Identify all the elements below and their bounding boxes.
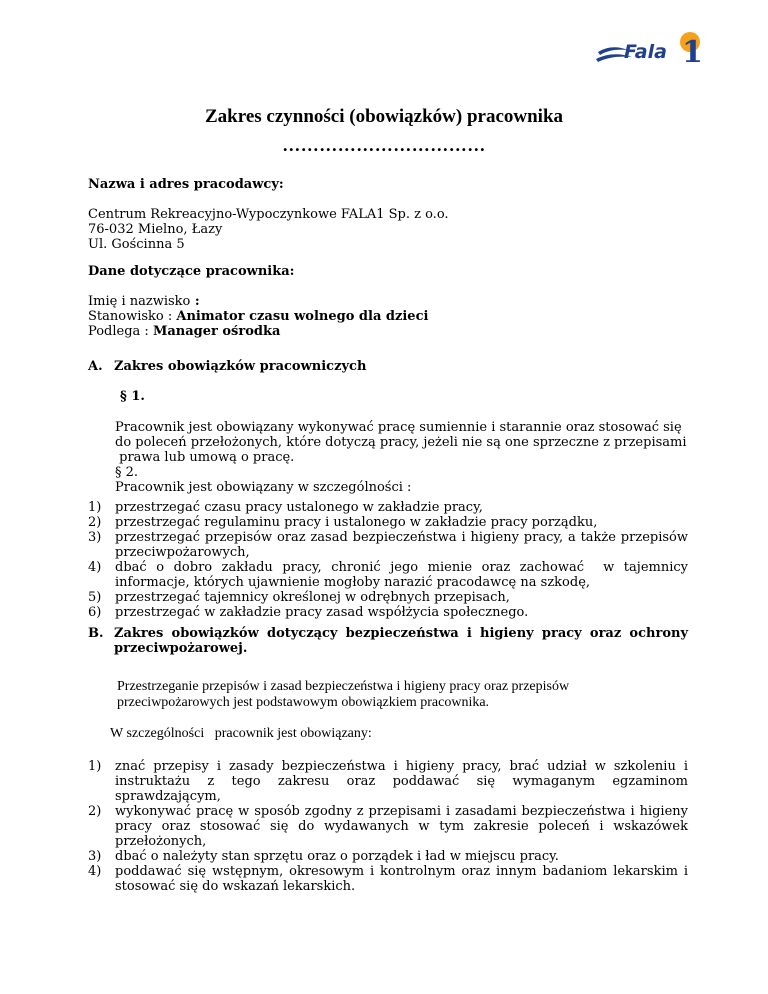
para1-line-2: do poleceń przełożonych, które dotyczą pracy, jeżeli nie są one sprzeczne z przepisami — [115, 435, 687, 450]
item-text: sprawdzającym, — [115, 789, 221, 804]
para2-text: Pracownik jest obowiązany w szczególności : — [115, 480, 412, 495]
item-number: 1) — [88, 500, 102, 515]
item-text: instruktażu z tego zakresu oraz poddawać się wymaganym egzaminom — [115, 774, 688, 789]
employer-section — [88, 177, 688, 252]
list-item — [88, 804, 688, 849]
section-a-paragraphs — [115, 420, 685, 495]
item-number: 4) — [88, 864, 102, 879]
section-b-list — [88, 759, 688, 894]
item-number: 4) — [88, 560, 102, 575]
section-a-letter: A. — [88, 359, 103, 374]
list-item — [88, 515, 688, 530]
item-text: przeciwpożarowych, — [115, 545, 250, 560]
item-number: 2) — [88, 804, 102, 819]
list-item — [88, 864, 688, 894]
name-label: Imię i nazwisko — [88, 294, 191, 309]
item-number: 6) — [88, 605, 102, 620]
paragraph-sign-1: § 1. — [120, 389, 145, 404]
intro-line-1: Przestrzeganie przepisów i zasad bezpieczeństwa i higieny pracy oraz przepisów — [117, 679, 570, 694]
employer-street: Ul. Gościnna 5 — [88, 237, 185, 252]
fala1-logo — [594, 28, 706, 68]
item-number: 3) — [88, 849, 102, 864]
reports-value: Manager ośrodka — [152, 324, 281, 339]
item-number: 5) — [88, 590, 102, 605]
list-item — [88, 849, 688, 864]
employee-heading: Dane dotyczące pracownika: — [88, 264, 295, 279]
list-item — [88, 530, 688, 560]
employee-name-row — [88, 294, 688, 309]
document-title: Zakres czynności (obowiązków) pracownika — [204, 106, 564, 127]
employer-postal: 76-032 Mielno, Łazy — [88, 222, 223, 237]
section-a-heading — [88, 359, 688, 374]
item-text: przestrzegać w zakładzie pracy zasad współżycia społecznego. — [115, 605, 529, 620]
item-text: przełożonych, — [115, 834, 207, 849]
section-b-heading — [88, 626, 688, 656]
list-item — [88, 590, 688, 605]
item-text: znać przepisy i zasady bezpieczeństwa i higieny pracy, brać udział w szkoleniu i — [115, 759, 688, 774]
section-b-title-line-1: Zakres obowiązków dotyczący bezpieczeństwa i higieny pracy oraz ochrony — [114, 626, 688, 641]
para1-line-3: prawa lub umową o pracę. — [115, 450, 295, 465]
section-b-letter: B. — [88, 626, 104, 641]
item-text: informacje, których ujawnienie mogłoby narazić pracodawcę na szkodę, — [115, 575, 591, 590]
list-item — [88, 605, 688, 620]
item-text: przestrzegać czasu pracy ustalonego w zakładzie pracy, — [115, 500, 483, 515]
list-item — [88, 500, 688, 515]
logo-digit: 1 — [682, 35, 703, 68]
item-text: stosować się do wskazań lekarskich. — [115, 879, 356, 894]
item-text: dbać o dobro zakładu pracy, chronić jego mienie oraz zachować w tajemnicy — [115, 560, 688, 575]
fala1-logo-graphic — [594, 28, 706, 68]
section-b-intro — [117, 679, 687, 711]
section-a-para1-sign — [120, 389, 680, 404]
position-value: Animator czasu wolnego dla dzieci — [176, 309, 429, 324]
item-text: przestrzegać regulaminu pracy i ustalonego w zakładzie pracy porządku, — [115, 515, 598, 530]
employee-section — [88, 264, 688, 339]
lead-text: W szczególności pracownik jest obowiązany: — [110, 726, 372, 741]
item-text: dbać o należyty stan sprzętu oraz o porządek i ład w miejscu pracy. — [115, 849, 559, 864]
section-a-list — [88, 500, 688, 620]
item-number: 2) — [88, 515, 102, 530]
item-text: wykonywać pracę w sposób zgodny z przepisami i zasadami bezpieczeństwa i higieny — [115, 804, 688, 819]
employer-heading: Nazwa i adres pracodawcy: — [88, 177, 284, 192]
list-item — [88, 560, 688, 590]
para1-line-1: Pracownik jest obowiązany wykonywać pracę sumiennie i starannie oraz stosować się — [115, 420, 682, 435]
dotted-placeholder: …………………………… — [282, 135, 486, 155]
employee-position-row — [88, 309, 688, 324]
logo-text: Fala — [624, 41, 667, 63]
employee-reports-row — [88, 324, 688, 339]
item-number: 1) — [88, 759, 102, 774]
list-item — [88, 759, 688, 804]
section-a-title: Zakres obowiązków pracowniczych — [114, 359, 367, 374]
employer-name: Centrum Rekreacyjno-Wypoczynkowe FALA1 Sp. z o.o. — [88, 207, 449, 222]
name-colon: : — [190, 294, 200, 309]
paragraph-sign-2: § 2. — [115, 465, 139, 480]
item-text: przestrzegać tajemnicy określonej w odrębnych przepisach, — [115, 590, 510, 605]
item-text: pracy oraz stosować się do wydawanych w tym zakresie poleceń i wskazówek — [115, 819, 688, 834]
intro-line-2: przeciwpożarowych jest podstawowym obowiązkiem pracownika. — [117, 695, 490, 710]
section-b-lead — [110, 726, 680, 742]
reports-label: Podlega : — [88, 324, 153, 339]
item-text: poddawać się wstępnym, okresowym i kontrolnym oraz innym badaniom lekarskim i — [115, 864, 688, 879]
section-b-title-line-2: przeciwpożarowej. — [114, 641, 248, 656]
item-text: przestrzegać przepisów oraz zasad bezpieczeństwa i higieny pracy, a także przepisów — [115, 530, 688, 545]
item-number: 3) — [88, 530, 102, 545]
position-label: Stanowisko : — [88, 309, 177, 324]
